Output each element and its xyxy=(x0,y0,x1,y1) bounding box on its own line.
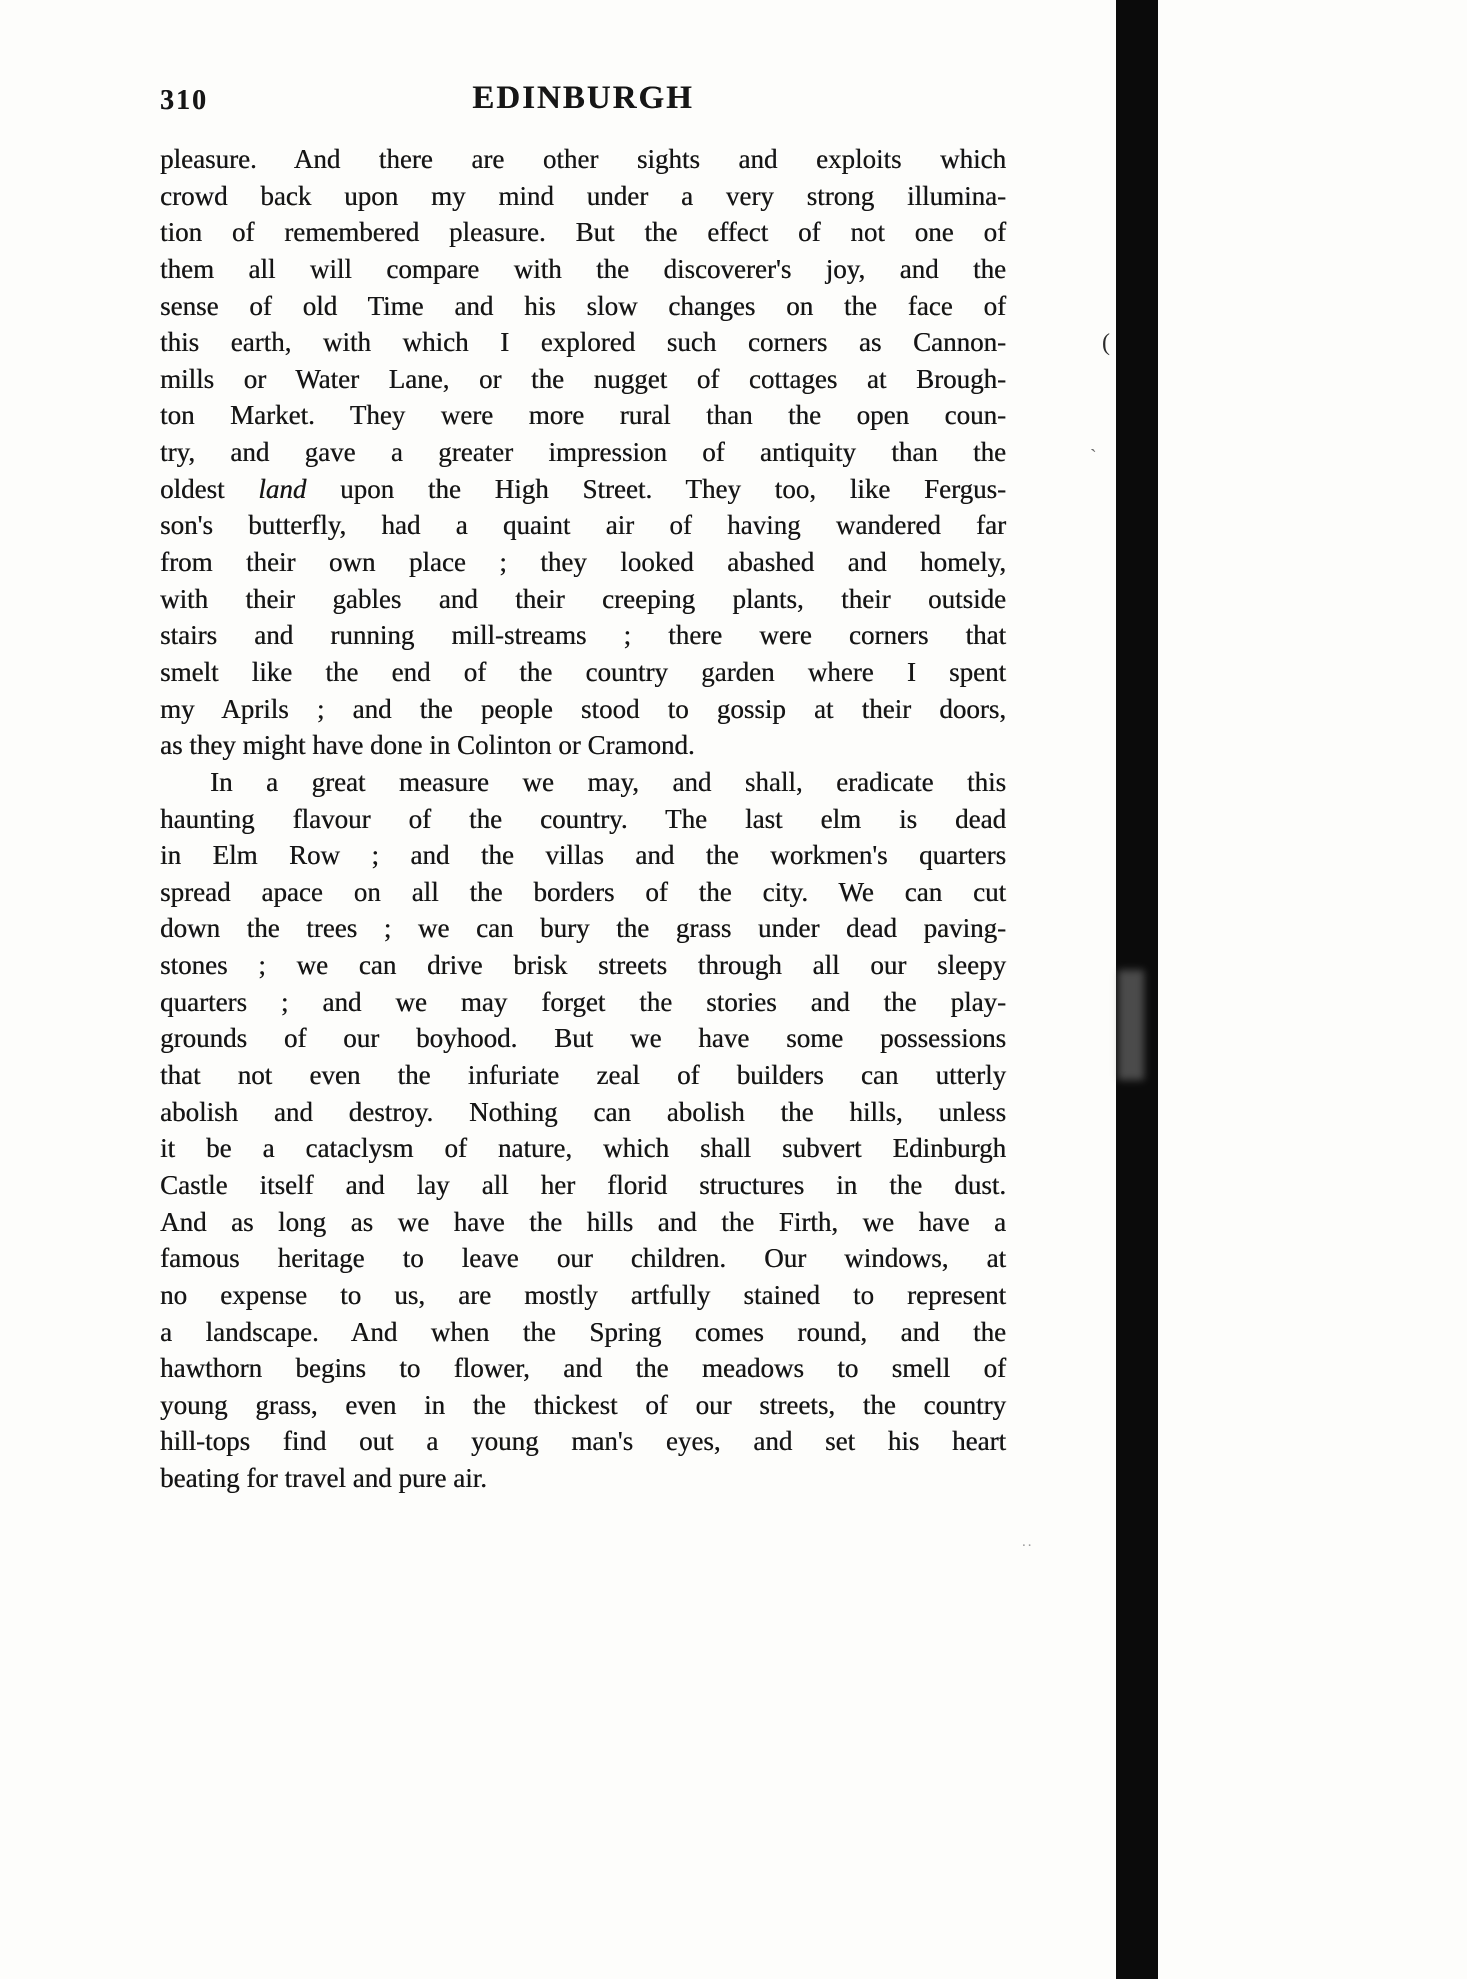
text-line: abolish and destroy. Nothing can abolish the hills, unless xyxy=(160,1096,1006,1127)
text-line: them all will compare with the discoverer's joy, and the xyxy=(160,253,1006,284)
scan-artifact-mark: ( xyxy=(1102,330,1110,356)
text-line: quarters ; and we may forget the stories and the play- xyxy=(160,986,1006,1017)
text-line: Castle itself and lay all her florid structures in the dust. xyxy=(160,1169,1006,1200)
text-line: spread apace on all the borders of the city. We can cut xyxy=(160,876,1006,907)
text-line: my Aprils ; and the people stood to gossip at their doors, xyxy=(160,693,1006,724)
text-line: And as long as we have the hills and the Firth, we have a xyxy=(160,1206,1006,1237)
text-line: pleasure. And there are other sights and exploits which xyxy=(160,144,1006,174)
text-line: famous heritage to leave our children. Our windows, at xyxy=(160,1243,1006,1274)
text-segment: oldest xyxy=(160,473,259,504)
text-line: sense of old Time and his slow changes on the face of xyxy=(160,290,1006,321)
text-line: in Elm Row ; and the villas and the workmen's quarters xyxy=(160,840,1006,871)
text-block xyxy=(160,141,1006,1497)
text-line xyxy=(160,471,1006,508)
text-line: no expense to us, are mostly artfully stained to represent xyxy=(160,1279,1006,1310)
text-line: this earth, with which I explored such corners as Cannon- xyxy=(160,327,1006,358)
binding-edge-bar xyxy=(1116,0,1158,1979)
page-header xyxy=(160,80,1006,124)
text-line: stairs and running mill-streams ; there were corners that xyxy=(160,620,1006,651)
page-number: 310 xyxy=(160,85,208,116)
text-line: hill-tops find out a young man's eyes, and set his heart xyxy=(160,1426,1006,1457)
text-line: as they might have done in Colinton or Cramond. xyxy=(160,730,695,761)
text-line: a landscape. And when the Spring comes round, and the xyxy=(160,1316,1006,1347)
text-line: it be a cataclysm of nature, which shall subvert Edinburgh xyxy=(160,1133,1006,1164)
text-line: smelt like the end of the country garden where I spent xyxy=(160,656,1006,687)
italic-word: land xyxy=(258,473,307,504)
text-line: hawthorn begins to flower, and the meadows to smell of xyxy=(160,1353,1006,1384)
text-line: stones ; we can drive brisk streets through all our sleepy xyxy=(160,950,1006,981)
text-line: from their own place ; they looked abashed and homely, xyxy=(160,547,1006,578)
text-line: down the trees ; we can bury the grass under dead paving- xyxy=(160,913,1006,944)
text-line: haunting flavour of the country. The last elm is dead xyxy=(160,803,1006,834)
text-line: beating for travel and pure air. xyxy=(160,1463,487,1494)
scan-artifact-mark: .. xyxy=(1022,1534,1034,1550)
text-line: grounds of our boyhood. But we have some possessions xyxy=(160,1023,1006,1054)
text-line: young grass, even in the thickest of our streets, the country xyxy=(160,1389,1006,1420)
scan-artifact-mark: ` xyxy=(1090,446,1097,468)
text-line: tion of remembered pleasure. But the effect of not one of xyxy=(160,217,1006,248)
scan-smudge xyxy=(1118,970,1144,1080)
text-line: crowd back upon my mind under a very strong illumina- xyxy=(160,180,1006,211)
text-line: ton Market. They were more rural than the open coun- xyxy=(160,400,1006,431)
text-line: with their gables and their creeping plants, their outside xyxy=(160,583,1006,614)
text-line: mills or Water Lane, or the nugget of cottages at Brough- xyxy=(160,363,1006,394)
running-head-title: EDINBURGH xyxy=(472,80,694,116)
text-segment: upon the High Street. They too, like Fergus- xyxy=(306,473,1006,504)
text-line: try, and gave a greater impression of antiquity than the xyxy=(160,437,1006,468)
text-line: that not even the infuriate zeal of builders can utterly xyxy=(160,1060,1006,1091)
text-line: In a great measure we may, and shall, eradicate this xyxy=(210,766,1006,797)
text-line: son's butterfly, had a quaint air of having wandered far xyxy=(160,510,1006,541)
